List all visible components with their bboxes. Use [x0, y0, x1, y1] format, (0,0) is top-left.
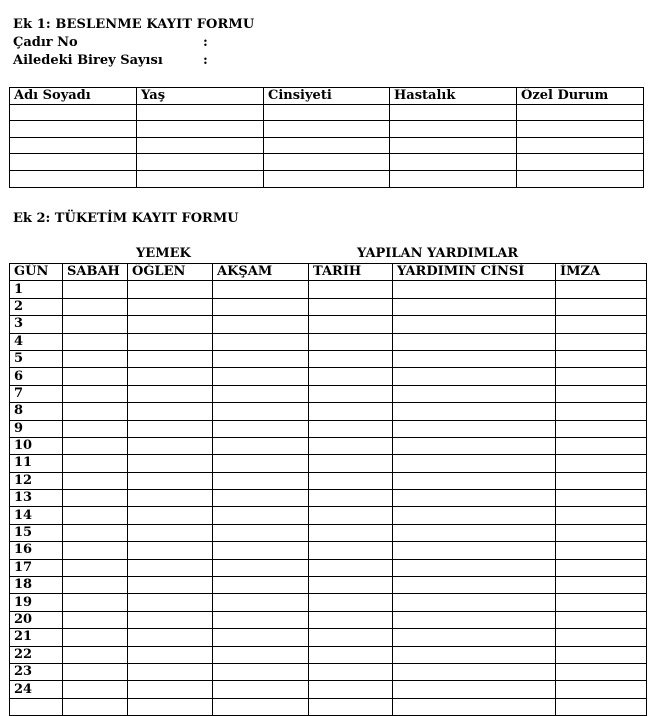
- day-number: 13: [10, 490, 63, 507]
- table-cell[interactable]: [137, 137, 264, 154]
- field-label: Ailedeki Birey Sayısı: [13, 53, 163, 68]
- table-cell[interactable]: [128, 368, 213, 385]
- table-cell[interactable]: [128, 524, 213, 541]
- table-cell[interactable]: [213, 455, 309, 472]
- column-header: Yaş: [137, 88, 264, 105]
- table-cell[interactable]: [556, 490, 647, 507]
- table-cell[interactable]: [393, 663, 556, 680]
- day-number: 1: [10, 281, 63, 298]
- table-cell[interactable]: [556, 698, 647, 715]
- table-row: [10, 455, 647, 472]
- table-cell[interactable]: [213, 611, 309, 628]
- table-cell[interactable]: [128, 507, 213, 524]
- table-cell[interactable]: [213, 698, 309, 715]
- group-header-yardimlar: YAPILAN YARDIMLAR: [357, 246, 519, 261]
- table-cell[interactable]: [309, 698, 393, 715]
- table-row: [10, 646, 647, 663]
- table-cell[interactable]: [10, 154, 137, 171]
- table-row: [10, 594, 647, 611]
- table-cell[interactable]: [556, 403, 647, 420]
- day-number: 2: [10, 298, 63, 315]
- table-cell[interactable]: [393, 542, 556, 559]
- table-cell[interactable]: [556, 420, 647, 437]
- table-cell[interactable]: [213, 385, 309, 402]
- table-cell[interactable]: [128, 611, 213, 628]
- table-cell[interactable]: [517, 121, 644, 138]
- day-number: 10: [10, 437, 63, 454]
- table-cell[interactable]: [309, 524, 393, 541]
- table-cell[interactable]: [264, 121, 390, 138]
- day-number: 22: [10, 646, 63, 663]
- table-cell[interactable]: [213, 350, 309, 367]
- table-cell[interactable]: [390, 104, 517, 121]
- field-label: Çadır No: [13, 35, 78, 50]
- day-number: 12: [10, 472, 63, 489]
- table-cell[interactable]: [309, 507, 393, 524]
- table-cell[interactable]: [10, 121, 137, 138]
- table-cell[interactable]: [128, 472, 213, 489]
- table-cell[interactable]: [128, 490, 213, 507]
- table-cell[interactable]: [128, 333, 213, 350]
- table-row: [10, 154, 644, 171]
- table-row: [10, 333, 647, 350]
- table-cell[interactable]: [213, 472, 309, 489]
- table-cell[interactable]: [213, 298, 309, 315]
- table-cell[interactable]: [264, 154, 390, 171]
- table-cell[interactable]: [393, 611, 556, 628]
- table-cell[interactable]: [63, 298, 128, 315]
- table-cell[interactable]: [556, 559, 647, 576]
- table-cell[interactable]: [393, 490, 556, 507]
- table-cell[interactable]: [128, 281, 213, 298]
- column-header: İMZA: [556, 264, 647, 281]
- day-number: 14: [10, 507, 63, 524]
- table-row: [10, 629, 647, 646]
- table-cell[interactable]: [63, 559, 128, 576]
- table-cell[interactable]: [517, 154, 644, 171]
- table-cell[interactable]: [213, 281, 309, 298]
- table-row: [10, 316, 647, 333]
- table-cell[interactable]: [393, 577, 556, 594]
- column-header: Hastalık: [390, 88, 517, 105]
- table-cell[interactable]: [556, 281, 647, 298]
- table-row: [10, 137, 644, 154]
- table-cell[interactable]: [63, 698, 128, 715]
- table-cell[interactable]: [309, 455, 393, 472]
- table-cell[interactable]: [393, 594, 556, 611]
- table-cell[interactable]: [213, 437, 309, 454]
- table-cell[interactable]: [556, 507, 647, 524]
- table-cell[interactable]: [63, 524, 128, 541]
- table-cell[interactable]: [309, 316, 393, 333]
- table-cell[interactable]: [393, 681, 556, 698]
- table-row: [10, 698, 647, 715]
- table-cell[interactable]: [128, 403, 213, 420]
- table-row: [10, 104, 644, 121]
- table-cell[interactable]: [309, 681, 393, 698]
- table-cell[interactable]: [393, 455, 556, 472]
- table-cell[interactable]: [63, 281, 128, 298]
- table-row: [10, 507, 647, 524]
- table-cell[interactable]: [63, 420, 128, 437]
- table-cell[interactable]: [309, 663, 393, 680]
- table-cell[interactable]: [264, 104, 390, 121]
- table-cell[interactable]: [264, 137, 390, 154]
- table-cell[interactable]: [393, 316, 556, 333]
- table-cell[interactable]: [213, 577, 309, 594]
- table-cell[interactable]: [556, 333, 647, 350]
- table-row: [10, 420, 647, 437]
- field-separator: :: [203, 35, 208, 50]
- table-cell[interactable]: [517, 104, 644, 121]
- table-cell[interactable]: [264, 170, 390, 187]
- day-number: 24: [10, 681, 63, 698]
- table-header-row: [10, 264, 647, 281]
- table-cell[interactable]: [63, 542, 128, 559]
- table-cell[interactable]: [213, 681, 309, 698]
- table-cell[interactable]: [309, 472, 393, 489]
- table-cell[interactable]: [309, 350, 393, 367]
- table-cell[interactable]: [137, 154, 264, 171]
- table-cell[interactable]: [128, 455, 213, 472]
- day-number: 20: [10, 611, 63, 628]
- day-number: 17: [10, 559, 63, 576]
- table-cell[interactable]: [393, 403, 556, 420]
- table-cell[interactable]: [10, 170, 137, 187]
- day-number: 19: [10, 594, 63, 611]
- table-cell[interactable]: [128, 681, 213, 698]
- day-number: 8: [10, 403, 63, 420]
- table-row: [10, 663, 647, 680]
- table-cell[interactable]: [63, 663, 128, 680]
- column-header: YARDIMIN CİNSİ: [393, 264, 556, 281]
- table-cell[interactable]: [128, 594, 213, 611]
- table-cell[interactable]: [393, 350, 556, 367]
- table-cell[interactable]: [556, 629, 647, 646]
- table-cell[interactable]: [128, 629, 213, 646]
- column-header: SABAH: [63, 264, 128, 281]
- table-cell[interactable]: [556, 524, 647, 541]
- table-row: [10, 490, 647, 507]
- form1-title: Ek 1: BESLENME KAYIT FORMU: [13, 17, 255, 32]
- table-cell[interactable]: [556, 316, 647, 333]
- table-cell[interactable]: [390, 170, 517, 187]
- table-cell[interactable]: [517, 137, 644, 154]
- table-cell[interactable]: [309, 594, 393, 611]
- table-cell[interactable]: [309, 333, 393, 350]
- column-header: Özel Durum: [517, 88, 644, 105]
- day-number: 15: [10, 524, 63, 541]
- table-cell[interactable]: [63, 455, 128, 472]
- table-row: [10, 524, 647, 541]
- table-cell[interactable]: [393, 559, 556, 576]
- table-cell[interactable]: [393, 646, 556, 663]
- table-cell[interactable]: [10, 104, 137, 121]
- table-cell[interactable]: [556, 577, 647, 594]
- table-cell[interactable]: [128, 559, 213, 576]
- table-cell[interactable]: [213, 403, 309, 420]
- column-header: ÖĞLEN: [128, 264, 213, 281]
- table-cell[interactable]: [309, 577, 393, 594]
- table-cell[interactable]: [309, 281, 393, 298]
- form2-title: Ek 2: TÜKETİM KAYIT FORMU: [13, 211, 239, 226]
- table-cell[interactable]: [393, 298, 556, 315]
- table-cell[interactable]: [63, 577, 128, 594]
- table-cell[interactable]: [128, 646, 213, 663]
- table-header-row: [10, 88, 644, 105]
- table-cell[interactable]: [63, 594, 128, 611]
- table-cell[interactable]: [393, 385, 556, 402]
- table-cell[interactable]: [556, 368, 647, 385]
- table-cell[interactable]: [63, 403, 128, 420]
- table-cell[interactable]: [213, 594, 309, 611]
- table-row: [10, 385, 647, 402]
- day-number: 18: [10, 577, 63, 594]
- table-cell[interactable]: [213, 542, 309, 559]
- table-cell[interactable]: [213, 559, 309, 576]
- table-cell[interactable]: [309, 611, 393, 628]
- day-number: 3: [10, 316, 63, 333]
- field-birey-sayisi: [13, 53, 208, 68]
- table-cell[interactable]: [309, 629, 393, 646]
- table-cell[interactable]: [309, 646, 393, 663]
- table-row: [10, 403, 647, 420]
- table-cell[interactable]: [128, 385, 213, 402]
- column-header: TARİH: [309, 264, 393, 281]
- table-cell[interactable]: [393, 368, 556, 385]
- table-cell[interactable]: [393, 629, 556, 646]
- table-cell[interactable]: [393, 507, 556, 524]
- table-cell[interactable]: [309, 403, 393, 420]
- table-cell[interactable]: [556, 385, 647, 402]
- table-cell[interactable]: [390, 154, 517, 171]
- field-cadir-no: [13, 35, 208, 50]
- table-cell[interactable]: [309, 559, 393, 576]
- table-cell[interactable]: [556, 646, 647, 663]
- table-cell[interactable]: [213, 316, 309, 333]
- table-cell[interactable]: [63, 437, 128, 454]
- table-cell[interactable]: [63, 368, 128, 385]
- table-row: [10, 437, 647, 454]
- table-cell[interactable]: [63, 316, 128, 333]
- table-row: [10, 611, 647, 628]
- table-cell[interactable]: [128, 698, 213, 715]
- table-cell[interactable]: [128, 420, 213, 437]
- tuketim-table: [9, 263, 647, 716]
- table-cell[interactable]: [10, 137, 137, 154]
- table-cell[interactable]: [137, 104, 264, 121]
- day-number: 7: [10, 385, 63, 402]
- table-row: [10, 170, 644, 187]
- table-cell[interactable]: [63, 629, 128, 646]
- table-row: [10, 559, 647, 576]
- table-row: [10, 281, 647, 298]
- table-cell[interactable]: [556, 437, 647, 454]
- table-cell[interactable]: [63, 333, 128, 350]
- table-cell[interactable]: [63, 350, 128, 367]
- table-cell[interactable]: [517, 170, 644, 187]
- table-row: [10, 368, 647, 385]
- table-cell[interactable]: [213, 663, 309, 680]
- table-cell[interactable]: [309, 385, 393, 402]
- table-cell[interactable]: [393, 281, 556, 298]
- table-row: [10, 542, 647, 559]
- table-cell[interactable]: [309, 490, 393, 507]
- table-cell[interactable]: [213, 333, 309, 350]
- table-cell[interactable]: [128, 298, 213, 315]
- table-cell[interactable]: [213, 507, 309, 524]
- table-row: [10, 121, 644, 138]
- field-separator: :: [203, 53, 208, 68]
- table-cell[interactable]: [63, 385, 128, 402]
- table-cell[interactable]: [393, 524, 556, 541]
- table-cell[interactable]: [556, 542, 647, 559]
- table-cell[interactable]: [309, 437, 393, 454]
- table-cell[interactable]: [213, 420, 309, 437]
- day-number: 23: [10, 663, 63, 680]
- table-cell[interactable]: [213, 490, 309, 507]
- table-cell[interactable]: [137, 121, 264, 138]
- table-cell[interactable]: [137, 170, 264, 187]
- table-cell[interactable]: [393, 437, 556, 454]
- table-cell[interactable]: [556, 681, 647, 698]
- table-cell[interactable]: [393, 333, 556, 350]
- table-cell[interactable]: [393, 698, 556, 715]
- day-number: 4: [10, 333, 63, 350]
- table-cell[interactable]: [556, 298, 647, 315]
- table-cell[interactable]: [309, 298, 393, 315]
- table-cell[interactable]: [213, 646, 309, 663]
- column-header: Cinsiyeti: [264, 88, 390, 105]
- table-cell[interactable]: [213, 524, 309, 541]
- table-cell[interactable]: [128, 542, 213, 559]
- table-cell[interactable]: [390, 121, 517, 138]
- table-cell[interactable]: [63, 472, 128, 489]
- table-cell[interactable]: [556, 594, 647, 611]
- table-cell[interactable]: [128, 663, 213, 680]
- day-number: [10, 698, 63, 715]
- table-cell[interactable]: [213, 368, 309, 385]
- group-header-yemek: YEMEK: [136, 246, 191, 261]
- day-number: 9: [10, 420, 63, 437]
- column-header: AKŞAM: [213, 264, 309, 281]
- table-row: [10, 298, 647, 315]
- column-header: GÜN: [10, 264, 63, 281]
- table-cell[interactable]: [128, 316, 213, 333]
- day-number: 5: [10, 350, 63, 367]
- table-cell[interactable]: [63, 681, 128, 698]
- table-cell[interactable]: [309, 368, 393, 385]
- table-cell[interactable]: [213, 629, 309, 646]
- table-cell[interactable]: [393, 472, 556, 489]
- table-cell[interactable]: [556, 611, 647, 628]
- day-number: 16: [10, 542, 63, 559]
- table-cell[interactable]: [63, 646, 128, 663]
- day-number: 21: [10, 629, 63, 646]
- table-cell[interactable]: [556, 472, 647, 489]
- day-number: 11: [10, 455, 63, 472]
- table-row: [10, 681, 647, 698]
- table-cell[interactable]: [556, 455, 647, 472]
- table-cell[interactable]: [128, 577, 213, 594]
- table-cell[interactable]: [309, 420, 393, 437]
- beslenme-table: [9, 87, 644, 188]
- table-cell[interactable]: [128, 350, 213, 367]
- table-cell[interactable]: [128, 437, 213, 454]
- column-header: Adı Soyadı: [10, 88, 137, 105]
- table-cell[interactable]: [63, 507, 128, 524]
- table-cell[interactable]: [556, 663, 647, 680]
- table-cell[interactable]: [393, 420, 556, 437]
- table-cell[interactable]: [63, 490, 128, 507]
- table-cell[interactable]: [309, 542, 393, 559]
- table-row: [10, 472, 647, 489]
- table-row: [10, 577, 647, 594]
- table-row: [10, 350, 647, 367]
- day-number: 6: [10, 368, 63, 385]
- table-cell[interactable]: [63, 611, 128, 628]
- table-cell[interactable]: [556, 350, 647, 367]
- table-cell[interactable]: [390, 137, 517, 154]
